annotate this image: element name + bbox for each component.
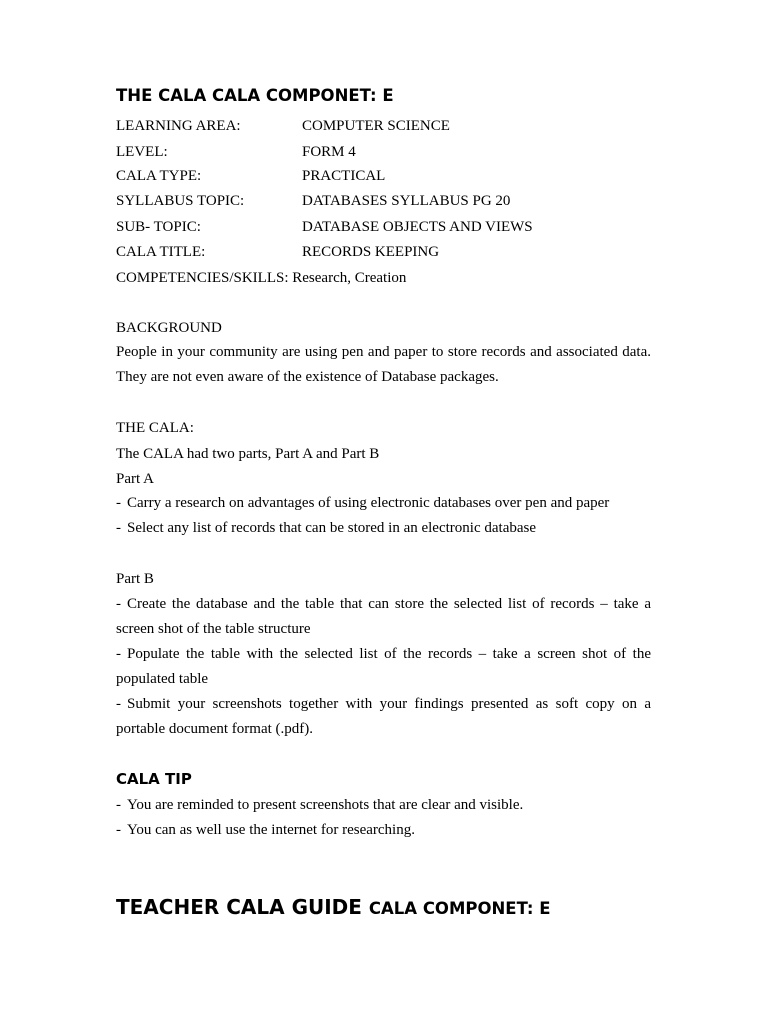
cala-heading: THE CALA: — [116, 420, 194, 436]
list-item — [116, 793, 651, 818]
field-label: CALA TYPE: — [116, 168, 202, 184]
field-value: DATABASE OBJECTS AND VIEWS — [302, 219, 533, 235]
field-value: FORM 4 — [302, 144, 356, 160]
list-item-text: Submit your screenshots together with your findings presented as soft copy on a portable document format (.pdf). — [116, 696, 651, 738]
background-heading: BACKGROUND — [116, 320, 222, 336]
bullet-dash: - — [116, 495, 121, 511]
list-item — [116, 692, 651, 742]
bullet-dash: - — [116, 797, 121, 813]
field-value: COMPUTER SCIENCE — [302, 118, 450, 134]
field-sub-topic — [116, 218, 533, 236]
field-level — [116, 143, 356, 161]
list-item-text: Populate the table with the selected list of the records – take a screen shot of the populated table — [116, 646, 651, 688]
teacher-guide-subtitle: CALA COMPONET: E — [368, 899, 551, 918]
list-item — [116, 592, 651, 642]
background-text: People in your community are using pen and paper to store records and associated data. They are not even aware of the existence of Database packages. — [116, 344, 651, 386]
part-a-heading: Part A — [116, 471, 154, 487]
field-value: RECORDS KEEPING — [302, 244, 440, 260]
competencies: COMPETENCIES/SKILLS: Research, Creation — [116, 270, 407, 286]
field-label: CALA TITLE: — [116, 244, 206, 260]
bullet-dash: - — [116, 646, 121, 662]
list-item-text: Carry a research on advantages of using electronic databases over pen and paper — [127, 495, 610, 511]
field-label: LEVEL: — [116, 144, 168, 160]
field-label: SUB- TOPIC: — [116, 219, 201, 235]
cala-intro: The CALA had two parts, Part A and Part B — [116, 446, 380, 462]
tip-heading: CALA TIP — [116, 770, 192, 788]
list-item-text: Select any list of records that can be stored in an electronic database — [127, 520, 536, 536]
bullet-dash: - — [116, 696, 121, 712]
document-title: THE CALA CALA COMPONET: E — [116, 86, 394, 105]
bullet-dash: - — [116, 822, 121, 838]
part-b-heading: Part B — [116, 571, 154, 587]
list-item — [116, 516, 651, 541]
teacher-guide-heading — [116, 895, 551, 919]
field-syllabus-topic — [116, 192, 510, 210]
bullet-dash: - — [116, 596, 121, 612]
list-item — [116, 642, 651, 692]
field-value: DATABASES SYLLABUS PG 20 — [302, 193, 511, 209]
list-item-text: You are reminded to present screenshots that are clear and visible. — [127, 797, 524, 813]
list-item — [116, 818, 651, 843]
field-cala-type — [116, 167, 385, 185]
teacher-guide-title: TEACHER CALA GUIDE — [116, 895, 362, 919]
list-item — [116, 491, 651, 516]
field-value: PRACTICAL — [302, 168, 386, 184]
field-label: SYLLABUS TOPIC: — [116, 193, 245, 209]
field-learning-area — [116, 117, 450, 135]
list-item-text: Create the database and the table that can store the selected list of records – take a screen shot of the table structure — [116, 596, 651, 638]
list-item-text: You can as well use the internet for researching. — [127, 822, 415, 838]
field-cala-title — [116, 243, 439, 261]
field-label: LEARNING AREA: — [116, 118, 241, 134]
bullet-dash: - — [116, 520, 121, 536]
